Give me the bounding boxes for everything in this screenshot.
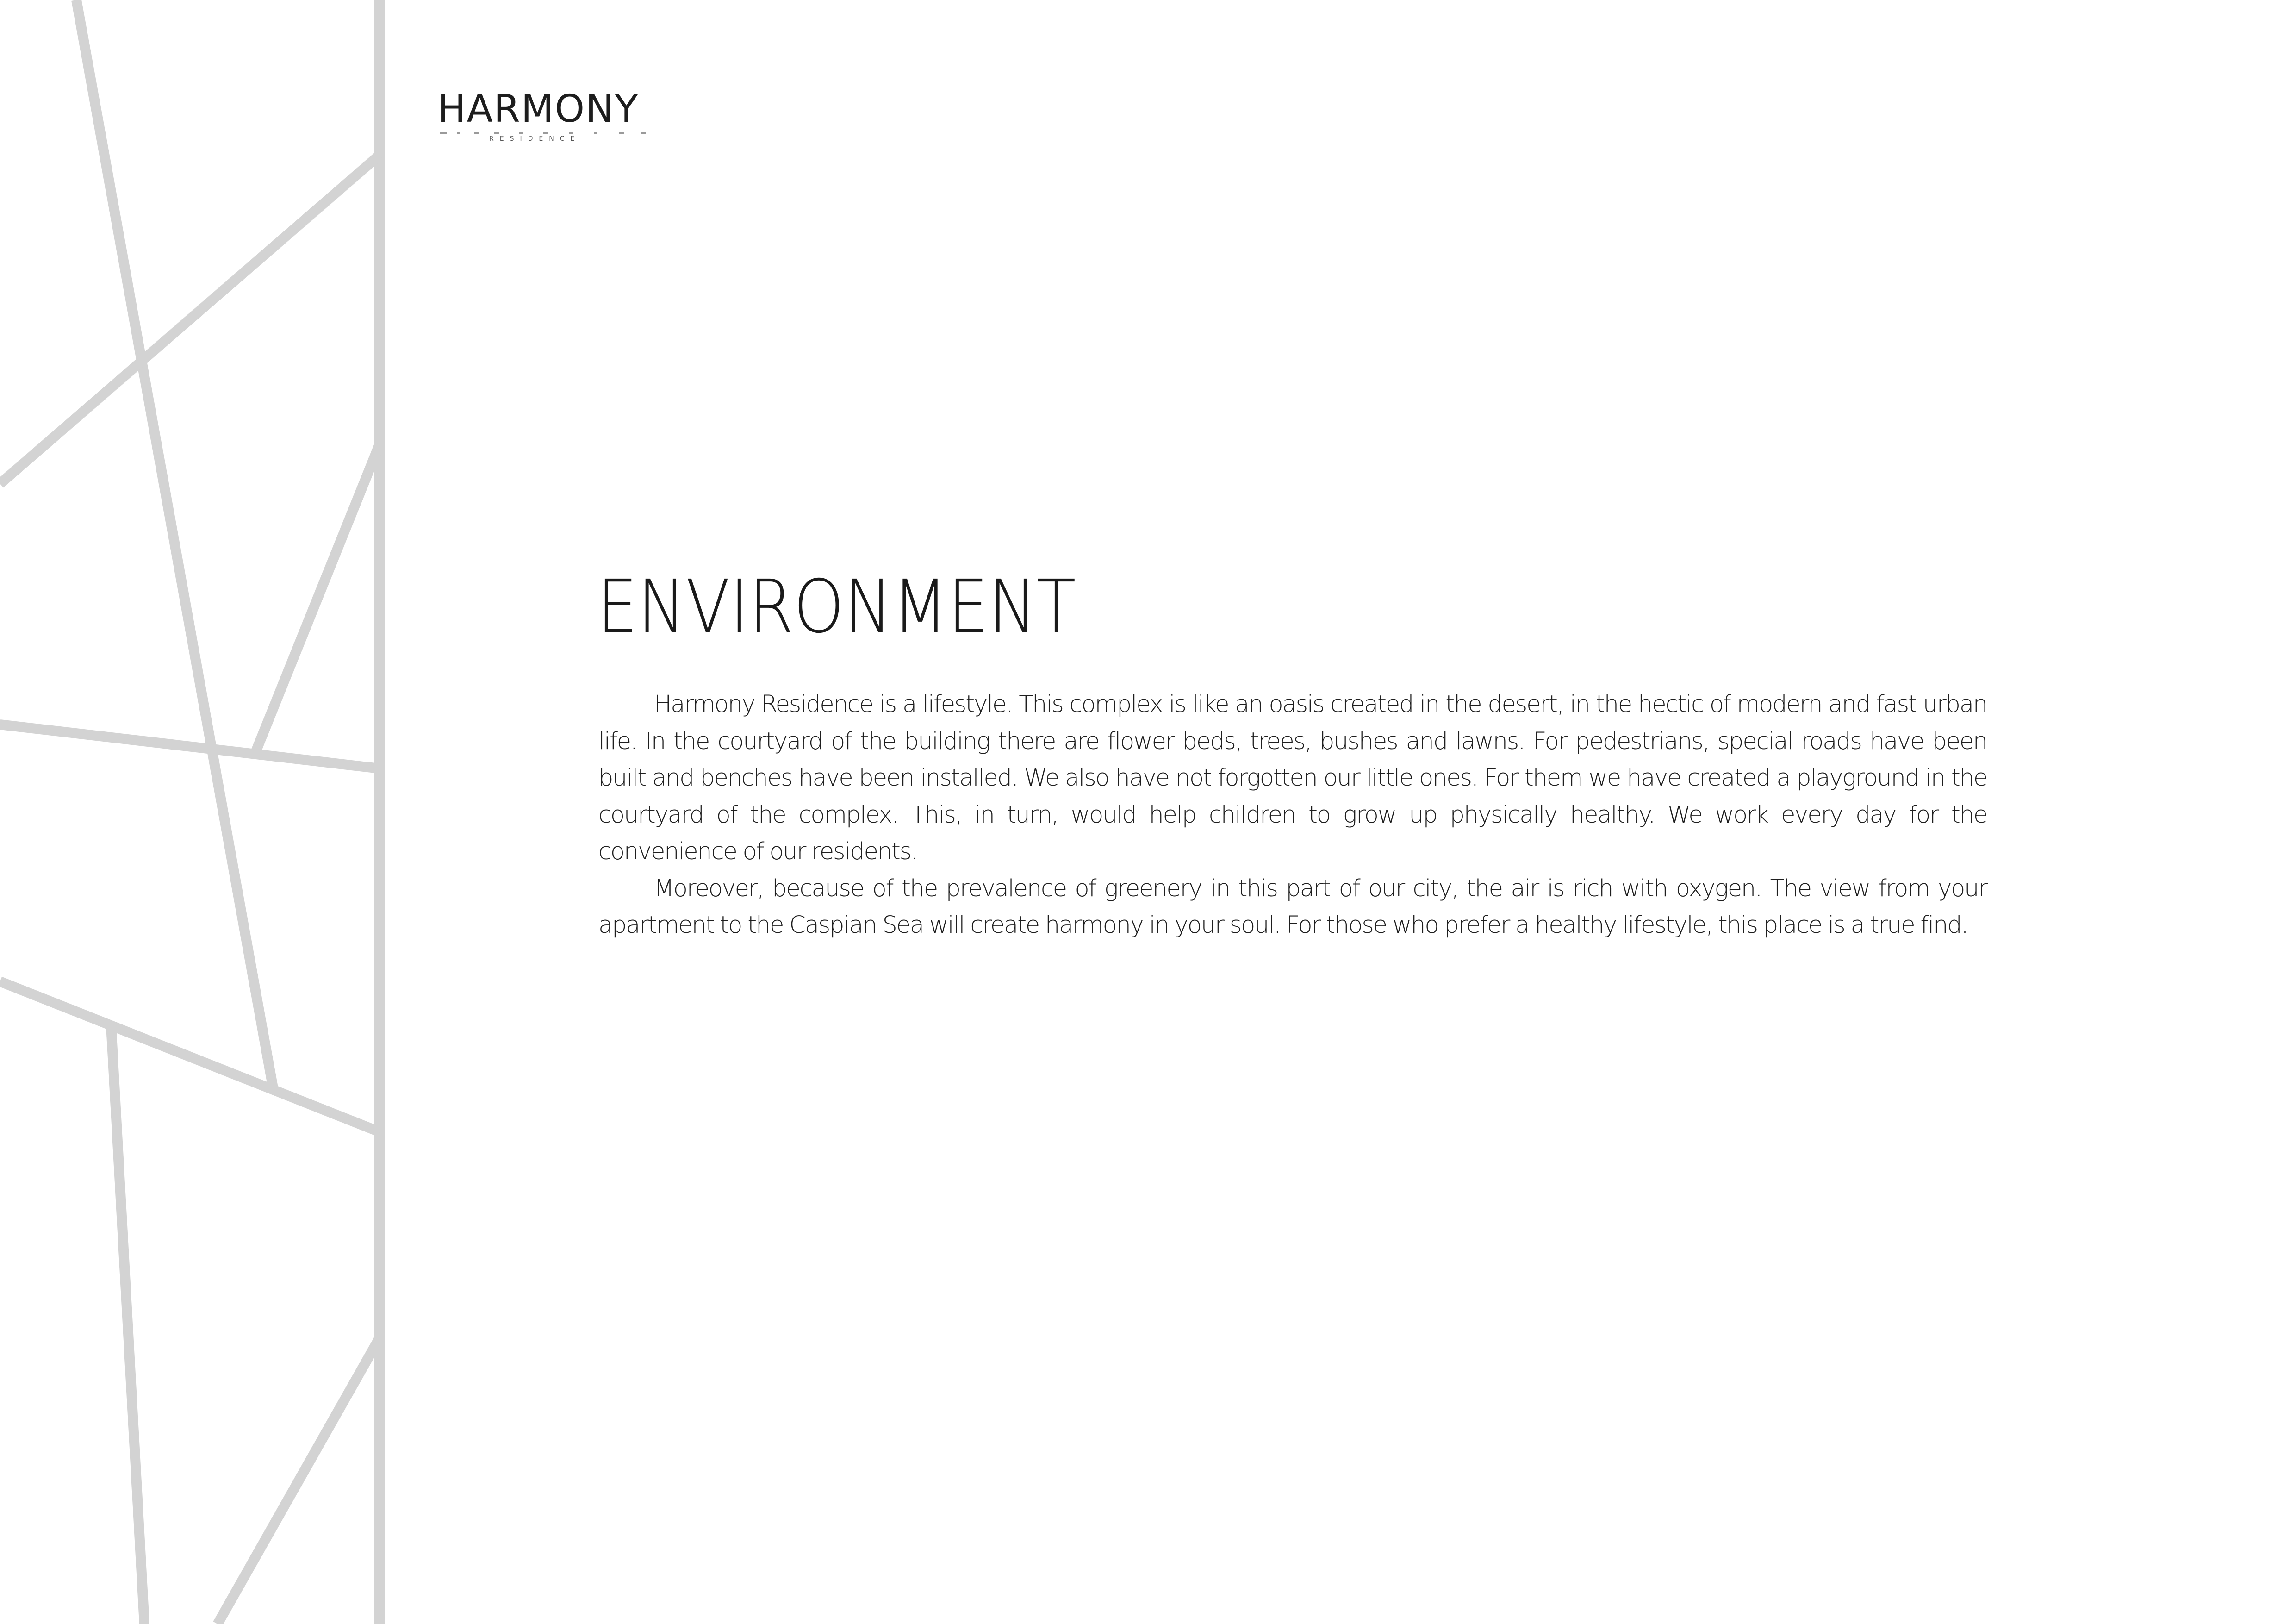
pattern-line xyxy=(76,0,273,1088)
pattern-line xyxy=(0,725,380,768)
section-title: ENVIRONMENT xyxy=(597,564,1076,650)
pattern-line xyxy=(0,981,380,1132)
pattern-line xyxy=(218,1338,380,1624)
pattern-line xyxy=(0,155,380,484)
paragraph: Harmony Residence is a lifestyle. This complex is like an oasis created in the desert, in the hectic of modern and fast urban life. In the courtyard of the building there are flower beds, trees, bushes and lawns. For pedestrians, special roads have been built and benches have been installed. We also have not forgotten our little ones. For them we have created a playground in the courtyard of the complex. This, in turn, would help children to grow up physically healthy. We work every day for the convenience of our residents. xyxy=(598,691,1987,865)
logo-tagline: RESIDENCE xyxy=(489,135,581,143)
pattern-line xyxy=(254,444,380,757)
pattern-line xyxy=(111,1025,144,1624)
section-body xyxy=(598,686,1987,944)
geometric-line-pattern xyxy=(0,0,389,1624)
paragraph: Moreover, because of the prevalence of greenery in this part of our city, the air is rich with oxygen. The view from your apartment to the Caspian Sea will create harmony in your soul. For those who prefer a healthy lifestyle, this place is a true find. xyxy=(598,874,1987,939)
logo-wordmark: HARMONY xyxy=(437,87,639,131)
harmony-logo xyxy=(437,87,669,148)
